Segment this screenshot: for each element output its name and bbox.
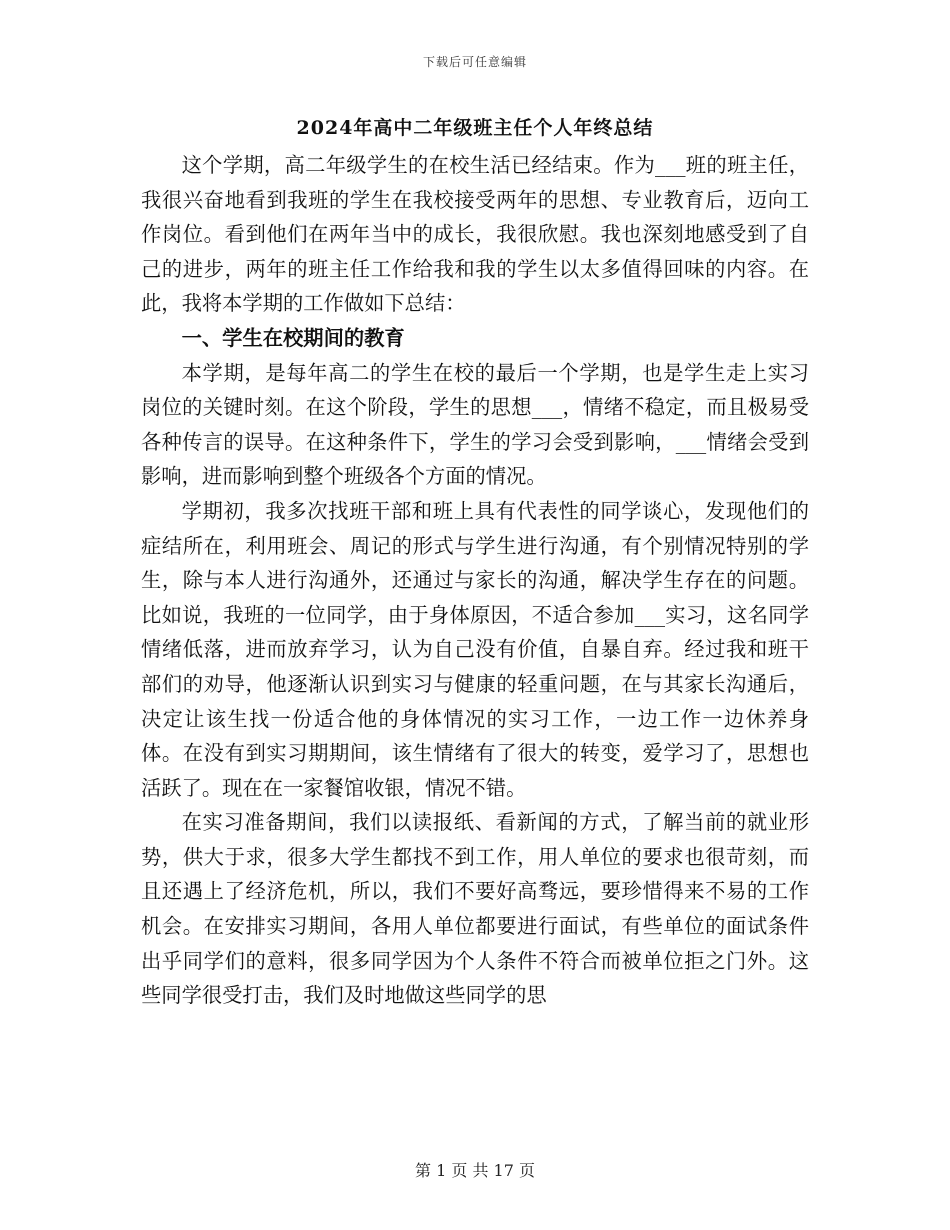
header-note: 下载后可任意编辑 [422, 55, 527, 69]
body-paragraph: 本学期，是每年高二的学生在校的最后一个学期，也是学生走上实习岗位的关键时刻。在这个阶段，学生的思想___，情绪不稳定，而且极易受各种传言的误导。在这种条件下，学生的学习会受到影响，___情绪会受到影响，进而影响到整个班级各个方面的情况。 [141, 360, 809, 489]
section-heading: 一、学生在校期间的教育 [181, 325, 405, 350]
body-paragraph: 在实习准备期间，我们以读报纸、看新闻的方式，了解当前的就业形势，供大于求，很多大学生都找不到工作，用人单位的要求也很苛刻，而且还遇上了经济危机，所以，我们不要好高骛远，要珍惜得来不易的工作机会。在安排实习期间，各用人单位都要进行面试，有些单位的面试条件出乎同学们的意料，很多同学因为个人条件不符合而被单位拒之门外。这些同学很受打击，我们及时地做这些同学的思 [141, 810, 809, 1008]
page-footer: 第 1 页 共 17 页 [415, 1161, 535, 1180]
body-paragraph: 学期初，我多次找班干部和班上具有代表性的同学谈心，发现他们的症结所在，利用班会、周记的形式与学生进行沟通，有个别情况特别的学生，除与本人进行沟通外，还通过与家长的沟通，解决学生存在的问题。比如说，我班的一位同学，由于身体原因，不适合参加___实习，这名同学情绪低落，进而放弃学习，认为自己没有价值，自暴自弃。经过我和班干部们的劝导，他逐渐认识到实习与健康的轻重问题，在与其家长沟通后，决定让该生找一份适合他的身体情况的实习工作，一边工作一边休养身体。在没有到实习期期间，该生情绪有了很大的转变，爱学习了，思想也活跃了。现在在一家餐馆收银，情况不错。 [141, 498, 809, 800]
intro-paragraph: 这个学期，高二年级学生的在校生活已经结束。作为___班的班主任，我很兴奋地看到我班的学生在我校接受两年的思想、专业教育后，迈向工作岗位。看到他们在两年当中的成长，我很欣慰。我也深刻地感受到了自己的进步，两年的班主任工作给我和我的学生以太多值得回味的内容。在此，我将本学期的工作做如下总结： [141, 153, 809, 316]
document-body [141, 112, 809, 1013]
document-title: 2024年高中二年级班主任个人年终总结 [296, 117, 654, 139]
